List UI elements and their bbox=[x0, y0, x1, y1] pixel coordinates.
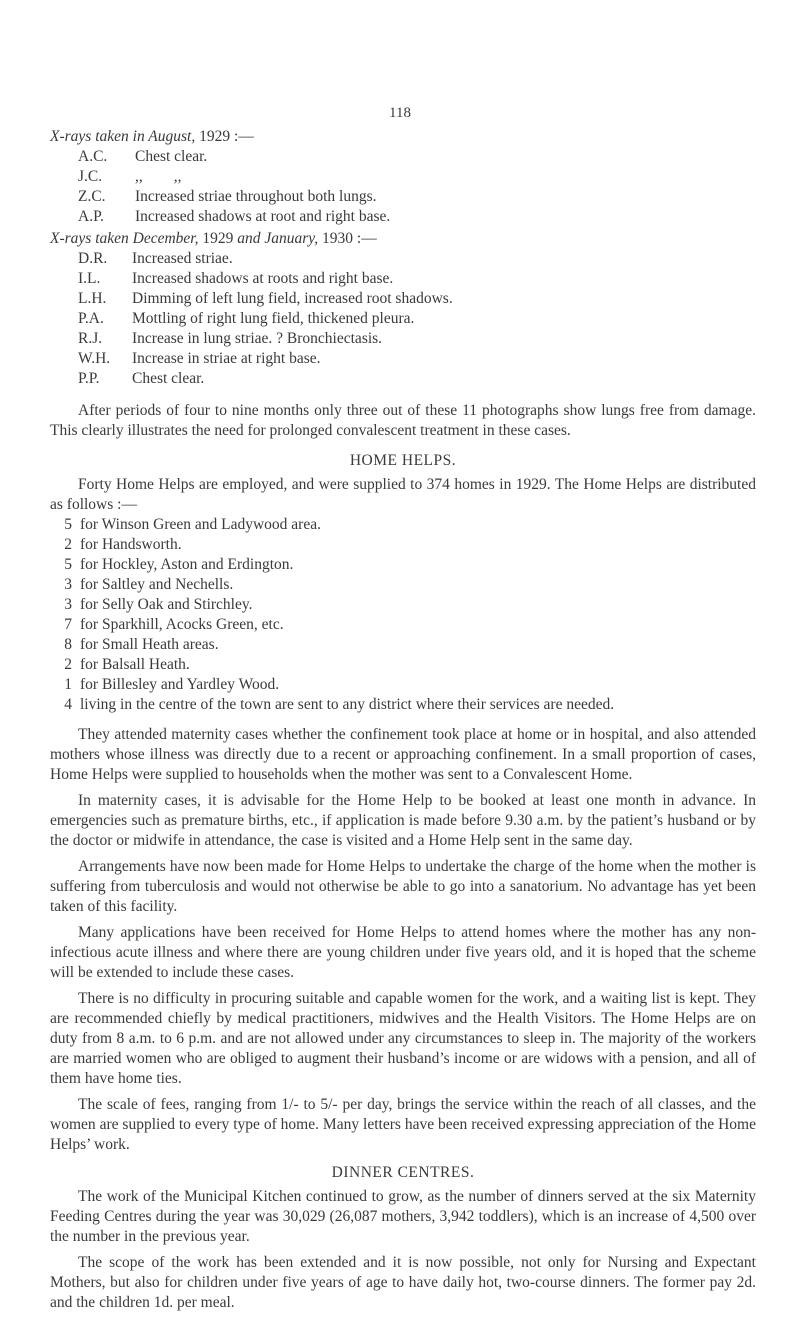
xray-finding: Mottling of right lung field, thickened pleura. bbox=[132, 310, 415, 327]
xray-row bbox=[78, 207, 756, 227]
xrays-december-heading-prefix: X-rays taken December, bbox=[50, 230, 199, 247]
distribution-count: 4 bbox=[64, 696, 72, 713]
distribution-count: 5 bbox=[64, 556, 72, 573]
xray-row bbox=[78, 249, 756, 269]
xrays-december-heading bbox=[50, 229, 756, 249]
xray-code: D.R. bbox=[78, 250, 108, 267]
distribution-count: 3 bbox=[64, 576, 72, 593]
distribution-text: for Saltley and Nechells. bbox=[80, 576, 234, 593]
distribution-item bbox=[50, 575, 756, 595]
home-helps-paragraph: They attended maternity cases whether the confinement took place at home or in hospital, and also attended mothers whose illness was directly due to a recent or approaching confinement. In a small proportion of cases, Home Helps were supplied to households when the mother was sent to a Convalescent Home. bbox=[50, 726, 756, 783]
distribution-text: for Handsworth. bbox=[80, 536, 182, 553]
distribution-count: 2 bbox=[64, 656, 72, 673]
xray-finding: Increased shadows at root and right base. bbox=[135, 208, 391, 225]
home-helps-heading: HOME HELPS. bbox=[349, 452, 457, 469]
page-number: 118 bbox=[389, 105, 411, 121]
distribution-text: for Billesley and Yardley Wood. bbox=[80, 676, 280, 693]
xray-row bbox=[78, 147, 756, 167]
distribution-count: 3 bbox=[64, 596, 72, 613]
xray-code: A.P. bbox=[78, 208, 104, 225]
distribution-text: for Selly Oak and Stirchley. bbox=[80, 596, 253, 613]
distribution-item bbox=[50, 515, 756, 535]
xray-code: A.C. bbox=[78, 148, 108, 165]
xray-code: Z.C. bbox=[78, 188, 106, 205]
xrays-august-heading bbox=[50, 127, 756, 147]
distribution-item bbox=[50, 555, 756, 575]
distribution-text: for Winson Green and Ladywood area. bbox=[80, 516, 321, 533]
home-helps-intro: Forty Home Helps are employed, and were supplied to 374 homes in 1929. The Home Helps are distributed as follows :— bbox=[50, 476, 756, 513]
xray-row bbox=[78, 309, 756, 329]
xray-finding: Increased shadows at roots and right base. bbox=[132, 270, 394, 287]
xray-code: P.A. bbox=[78, 310, 104, 327]
distribution-count: 2 bbox=[64, 536, 72, 553]
home-helps-paragraph: Many applications have been received for Home Helps to attend homes where the mother has any non-infectious acute illness and where there are young children under five years old, and it is hoped that the scheme will be extended to include these cases. bbox=[50, 924, 756, 981]
xray-row bbox=[78, 289, 756, 309]
xray-code: R.J. bbox=[78, 330, 103, 347]
xray-row bbox=[78, 369, 756, 389]
home-helps-paragraph: In maternity cases, it is advisable for the Home Help to be booked at least one month in advance. In emergencies such as premature births, etc., if application is made before 9.30 a.m. by the patient’s husband or by the doctor or midwife in attendance, the case is visited and a Home Help sent in the same day. bbox=[50, 792, 756, 849]
xray-finding: Increase in striae at right base. bbox=[132, 350, 321, 367]
dinner-centres-paragraph: The scope of the work has been extended and it is now possible, not only for Nursing and Expectant Mothers, but also for children under five years of age to have daily hot, two-course dinners. The former pay 2d. and the children 1d. per meal. bbox=[50, 1254, 756, 1311]
xray-finding: Dimming of left lung field, increased root shadows. bbox=[132, 290, 453, 307]
distribution-item bbox=[50, 675, 756, 695]
home-helps-distribution-list bbox=[50, 515, 756, 715]
distribution-count: 8 bbox=[64, 636, 72, 653]
xray-row bbox=[78, 269, 756, 289]
xray-finding: Chest clear. bbox=[132, 370, 205, 387]
page-content bbox=[50, 127, 756, 1313]
distribution-text: for Balsall Heath. bbox=[80, 656, 190, 673]
xrays-december-heading-and: and January, bbox=[237, 230, 319, 247]
xray-code: W.H. bbox=[78, 350, 111, 367]
xray-finding: Chest clear. bbox=[135, 148, 208, 165]
xray-finding: Increased striae. bbox=[132, 250, 233, 267]
distribution-count: 7 bbox=[64, 616, 72, 633]
xrays-august-heading-prefix: X-rays taken in August, bbox=[50, 128, 196, 145]
xrays-december-heading-year: 1930 :— bbox=[322, 230, 377, 247]
dinner-centres-paragraph: The work of the Municipal Kitchen continued to grow, as the number of dinners served at the six Maternity Feeding Centres during the year was 30,029 (26,087 mothers, 3,942 toddlers), which is an increase of 4,500 over the number in the previous year. bbox=[50, 1188, 756, 1245]
xrays-december-list bbox=[78, 249, 756, 389]
xray-row bbox=[78, 167, 756, 187]
xray-code: I.L. bbox=[78, 270, 101, 287]
xray-finding: Increase in lung striae. ? Bronchiectasis. bbox=[132, 330, 383, 347]
xray-finding: ,, ,, bbox=[135, 168, 182, 185]
home-helps-paragraph: There is no difficulty in procuring suitable and capable women for the work, and a waiting list is kept. They are recommended chiefly by medical practitioners, midwives and the Health Visitors. The Home Helps are on duty from 8 a.m. to 6 p.m. and are not allowed under any circumstances to sleep in. The majority of the workers are married women who are obliged to augment their husband’s income or are widows with a pension, and all of them have home ties. bbox=[50, 990, 756, 1087]
xray-row bbox=[78, 187, 756, 207]
xray-row bbox=[78, 349, 756, 369]
distribution-text: living in the centre of the town are sent to any district where their services are needed. bbox=[80, 696, 615, 713]
xray-code: J.C. bbox=[78, 168, 103, 185]
distribution-count: 1 bbox=[64, 676, 72, 693]
home-helps-paragraph: Arrangements have now been made for Home Helps to undertake the charge of the home when the mother is suffering from tuberculosis and would not otherwise be able to go into a sanatorium. No advantage has yet been taken of this facility. bbox=[50, 858, 756, 915]
distribution-count: 5 bbox=[64, 516, 72, 533]
xrays-august-heading-year: 1929 :— bbox=[199, 128, 254, 145]
xray-finding: Increased striae throughout both lungs. bbox=[135, 188, 377, 205]
distribution-item bbox=[50, 535, 756, 555]
after-periods-paragraph: After periods of four to nine months only three out of these 11 photographs show lungs free from damage. This clearly illustrates the need for prolonged convalescent treatment in these cases. bbox=[50, 402, 756, 439]
distribution-item bbox=[50, 595, 756, 615]
distribution-item bbox=[50, 615, 756, 635]
dinner-centres-heading: DINNER CENTRES. bbox=[331, 1164, 475, 1181]
distribution-text: for Sparkhill, Acocks Green, etc. bbox=[80, 616, 284, 633]
distribution-item bbox=[50, 655, 756, 675]
xrays-august-list bbox=[78, 147, 756, 227]
distribution-text: for Hockley, Aston and Erdington. bbox=[80, 556, 294, 573]
xrays-december-heading-mid: 1929 bbox=[202, 230, 234, 247]
xray-row bbox=[78, 329, 756, 349]
home-helps-paragraph: The scale of fees, ranging from 1/- to 5/- per day, brings the service within the reach of all classes, and the women are supplied to every type of home. Many letters have been received expressing appreciation of the Home Helps’ work. bbox=[50, 1096, 756, 1153]
xray-code: P.P. bbox=[78, 370, 100, 387]
xray-code: L.H. bbox=[78, 290, 107, 307]
distribution-text: for Small Heath areas. bbox=[80, 636, 219, 653]
distribution-item bbox=[50, 635, 756, 655]
distribution-item bbox=[50, 695, 756, 715]
